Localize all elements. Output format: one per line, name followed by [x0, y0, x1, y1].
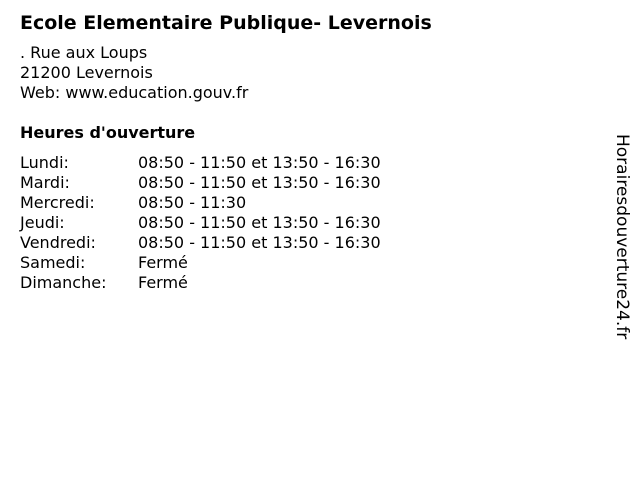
site-watermark: Horairesdouverture24.fr — [612, 134, 632, 340]
day-label: Mardi: — [20, 173, 70, 192]
page-title: Ecole Elementaire Publique- Levernois — [20, 12, 432, 34]
time-value: 08:50 - 11:50 et 13:50 - 16:30 — [138, 153, 381, 172]
hours-row — [20, 193, 381, 213]
city-address: 21200 Levernois — [20, 63, 153, 82]
hours-row — [20, 273, 381, 293]
time-value: 08:50 - 11:50 et 13:50 - 16:30 — [138, 173, 381, 192]
day-label: Vendredi: — [20, 233, 96, 252]
street-address: . Rue aux Loups — [20, 43, 148, 62]
day-label: Jeudi: — [20, 213, 65, 232]
website-text: Web: www.education.gouv.fr — [20, 83, 249, 102]
time-value: Fermé — [138, 253, 188, 272]
hours-row — [20, 173, 381, 193]
day-label: Samedi: — [20, 253, 86, 272]
time-value: Fermé — [138, 273, 188, 292]
address-block — [20, 43, 248, 103]
time-value: 08:50 - 11:30 — [138, 193, 247, 212]
day-label: Lundi: — [20, 153, 69, 172]
hours-row — [20, 253, 381, 273]
hours-row — [20, 233, 381, 253]
day-label: Dimanche: — [20, 273, 107, 292]
time-value: 08:50 - 11:50 et 13:50 - 16:30 — [138, 233, 381, 252]
hours-row — [20, 153, 381, 173]
hours-row — [20, 213, 381, 233]
hours-table — [20, 153, 381, 293]
hours-heading: Heures d'ouverture — [20, 123, 196, 142]
day-label: Mercredi: — [20, 193, 95, 212]
time-value: 08:50 - 11:50 et 13:50 - 16:30 — [138, 213, 381, 232]
